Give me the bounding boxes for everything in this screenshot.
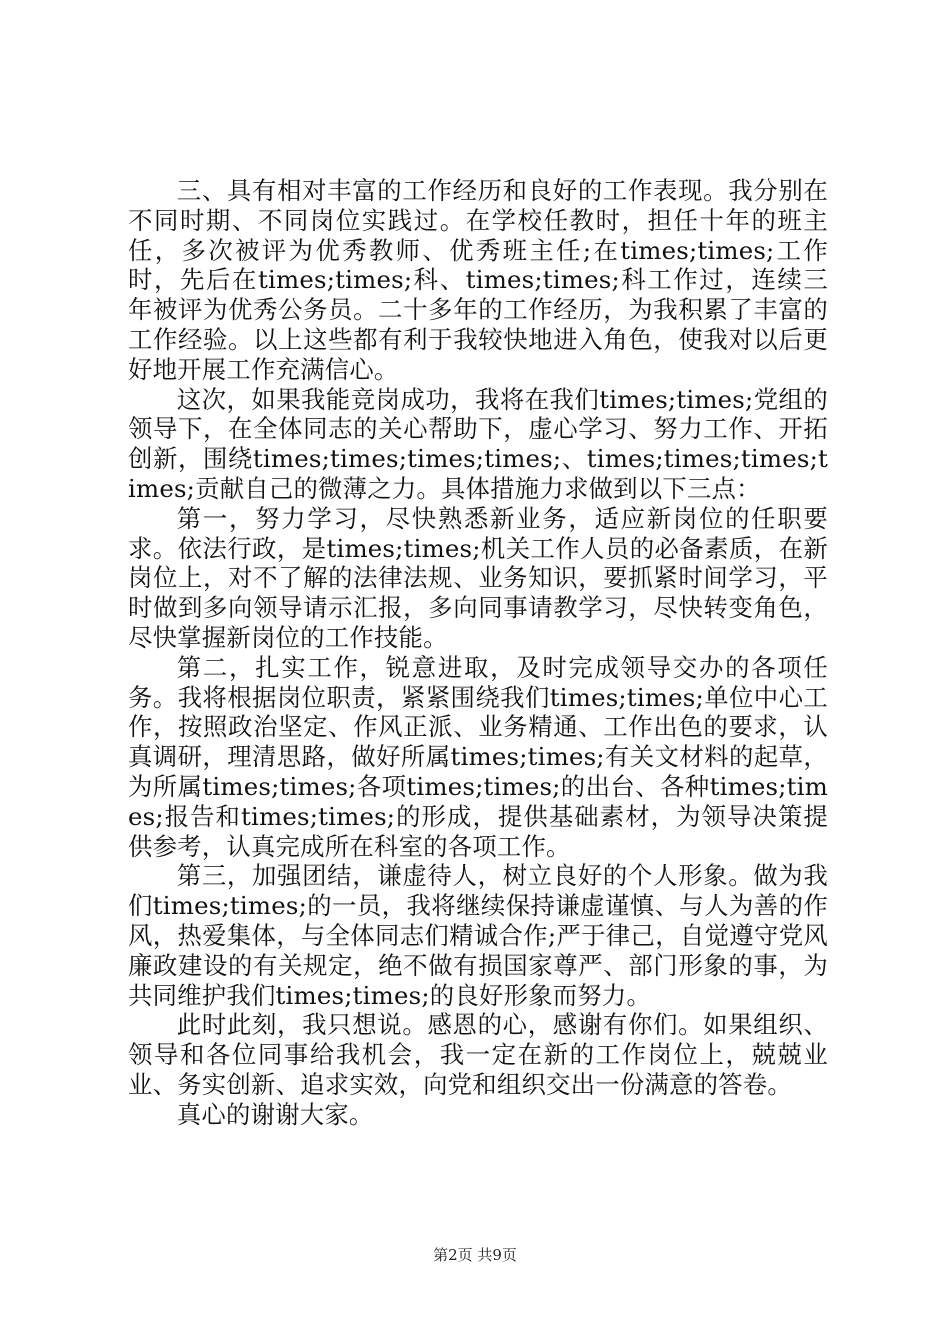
document-body [128,176,828,1130]
page-number-footer: 第2页 共9页 [433,1246,517,1264]
paragraph-gratitude: 此时此刻，我只想说。感恩的心，感谢有你们。如果组织、领导和各位同事给我机会，我一定在新的工作岗位上，兢兢业业、务实创新、追求实效，向党和组织交出一份满意的答卷。 [128,1010,828,1099]
paragraph-plan-intro: 这次，如果我能竞岗成功，我将在我们times;times;党组的领导下，在全体同志的关心帮助下，虚心学习、努力工作、开拓创新，围绕times;times;times;times;、times;times;times;times;贡献自己的微薄之力。具体措施力求做到以下三点： [128,384,828,503]
paragraph-closing: 真心的谢谢大家。 [176,1099,374,1129]
paragraph-point-one: 第一，努力学习，尽快熟悉新业务，适应新岗位的任职要求。依法行政，是times;times;机关工作人员的必备素质，在新岗位上，对不了解的法律法规、业务知识，要抓紧时间学习，平时做到多向领导请示汇报，多向同事请教学习，尽快转变角色，尽快掌握新岗位的工作技能。 [128,503,828,652]
paragraph-point-two: 第二，扎实工作，锐意进取，及时完成领导交办的各项任务。我将根据岗位职责，紧紧围绕我们times;times;单位中心工作，按照政治坚定、作风正派、业务精通、工作出色的要求，认真调研，理清思路，做好所属times;times;有关文材料的起草，为所属times;times;各项times;times;的出台、各种times;times;报告和times;times;的形成，提供基础素材，为领导决策提供参考，认真完成所在科室的各项工作。 [128,652,828,861]
paragraph-experience: 三、具有相对丰富的工作经历和良好的工作表现。我分别在不同时期、不同岗位实践过。在学校任教时，担任十年的班主任，多次被评为优秀教师、优秀班主任;在times;times;工作时，先后在times;times;科、times;times;科工作过，连续三年被评为优秀公务员。二十多年的工作经历，为我积累了丰富的工作经验。以上这些都有利于我较快地进入角色，使我对以后更好地开展工作充满信心。 [128,176,828,384]
paragraph-point-three: 第三，加强团结，谦虚待人，树立良好的个人形象。做为我们times;times;的一员，我将继续保持谦虚谨慎、与人为善的作风，热爱集体，与全体同志们精诚合作;严于律己，自觉遵守党风廉政建设的有关规定，绝不做有损国家尊严、部门形象的事，为共同维护我们times;times;的良好形象而努力。 [128,861,828,1010]
